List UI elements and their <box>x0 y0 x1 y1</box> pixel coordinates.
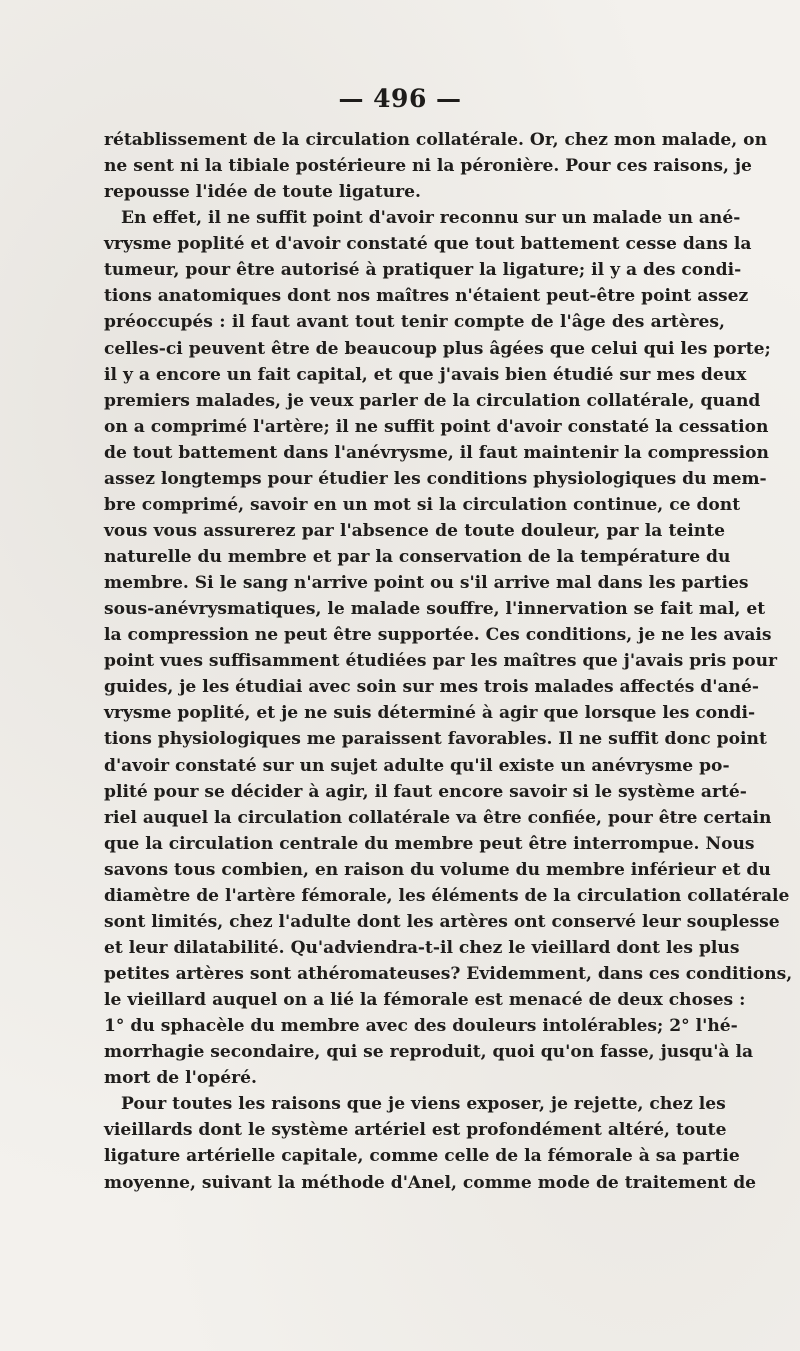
text-line: ne sent ni la tibiale postérieure ni la péronière. Pour ces raisons, je <box>104 156 752 177</box>
page-number: — 496 — <box>338 84 462 113</box>
text-line: moyenne, suivant la méthode d'Anel, comme mode de traitement de <box>104 1172 757 1193</box>
text-line: En effet, il ne suffit point d'avoir reconnu sur un malade un ané- <box>121 208 741 229</box>
text-line: naturelle du membre et par la conservation de la température du <box>104 547 731 567</box>
text-line: de tout battement dans l'anévrysme, il faut maintenir la compression <box>104 442 769 463</box>
text-line: celles-ci peuvent être de beaucoup plus âgées que celui qui les porte; <box>104 338 771 359</box>
body-text <box>104 127 793 1196</box>
text-line: repousse l'idée de toute ligature. <box>104 182 422 203</box>
text-line: vous vous assurerez par l'absence de toute douleur, par la teinte <box>104 520 725 541</box>
text-line: membre. Si le sang n'arrive point ou s'il arrive mal dans les parties <box>104 573 749 594</box>
text-line: petites artères sont athéromateuses? Evidemment, dans ces conditions, <box>104 964 793 984</box>
text-line: 1° du sphacèle du membre avec des douleurs intolérables; 2° l'hé- <box>104 1016 738 1037</box>
text-line: morrhagie secondaire, qui se reproduit, quoi qu'on fasse, jusqu'à la <box>104 1042 754 1063</box>
text-line: et leur dilatabilité. Qu'adviendra-t-il chez le vieillard dont les plus <box>104 937 740 958</box>
text-line: Pour toutes les raisons que je viens exposer, je rejette, chez les <box>121 1094 726 1115</box>
text-line: tumeur, pour être autorisé à pratiquer la ligature; il y a des condi- <box>104 260 742 281</box>
text-line: sont limités, chez l'adulte dont les artères ont conservé leur souplesse <box>104 911 780 932</box>
text-line: le vieillard auquel on a lié la fémorale est menacé de deux choses : <box>104 990 746 1011</box>
text-line: ligature artérielle capitale, comme celle de la fémorale à sa partie <box>104 1146 740 1167</box>
text-line: assez longtemps pour étudier les conditions physiologiques du mem- <box>104 468 767 489</box>
text-line: d'avoir constaté sur un sujet adulte qu'il existe un anévrysme po- <box>104 755 730 776</box>
text-line: que la circulation centrale du membre peut être interrompue. Nous <box>104 833 755 854</box>
text-line: plité pour se décider à agir, il faut encore savoir si le système arté- <box>104 781 747 802</box>
text-line: premiers malades, je veux parler de la circulation collatérale, quand <box>104 390 761 411</box>
text-line: diamètre de l'artère fémorale, les éléments de la circulation collatérale <box>104 885 790 906</box>
text-line: bre comprimé, savoir en un mot si la circulation continue, ce dont <box>104 494 741 515</box>
text-line: vieillards dont le système artériel est profondément altéré, toute <box>104 1120 727 1141</box>
text-line: point vues suffisamment étudiées par les maîtres que j'avais pris pour <box>104 651 778 672</box>
text-line: sous-anévrysmatiques, le malade souffre, l'innervation se fait mal, et <box>104 599 766 620</box>
text-line: il y a encore un fait capital, et que j'avais bien étudié sur mes deux <box>104 364 747 385</box>
text-line: rétablissement de la circulation collatérale. Or, chez mon malade, on <box>104 130 768 150</box>
text-line: préoccupés : il faut avant tout tenir compte de l'âge des artères, <box>104 312 725 333</box>
text-line: savons tous combien, en raison du volume du membre inférieur et du <box>104 859 771 880</box>
text-line: vrysme poplité, et je ne suis déterminé à agir que lorsque les condi- <box>104 703 756 724</box>
text-line: mort de l'opéré. <box>104 1068 257 1089</box>
text-line: vrysme poplité et d'avoir constaté que tout battement cesse dans la <box>104 234 752 255</box>
text-line: tions anatomiques dont nos maîtres n'étaient peut-être point assez <box>104 286 749 307</box>
text-line: on a comprimé l'artère; il ne suffit point d'avoir constaté la cessation <box>104 416 769 437</box>
text-line: tions physiologiques me paraissent favorables. Il ne suffit donc point <box>104 729 767 750</box>
text-line: la compression ne peut être supportée. Ces conditions, je ne les avais <box>104 625 772 646</box>
text-line: guides, je les étudiai avec soin sur mes trois malades affectés d'ané- <box>104 677 759 698</box>
text-line: riel auquel la circulation collatérale va être confiée, pour être certain <box>104 807 772 828</box>
